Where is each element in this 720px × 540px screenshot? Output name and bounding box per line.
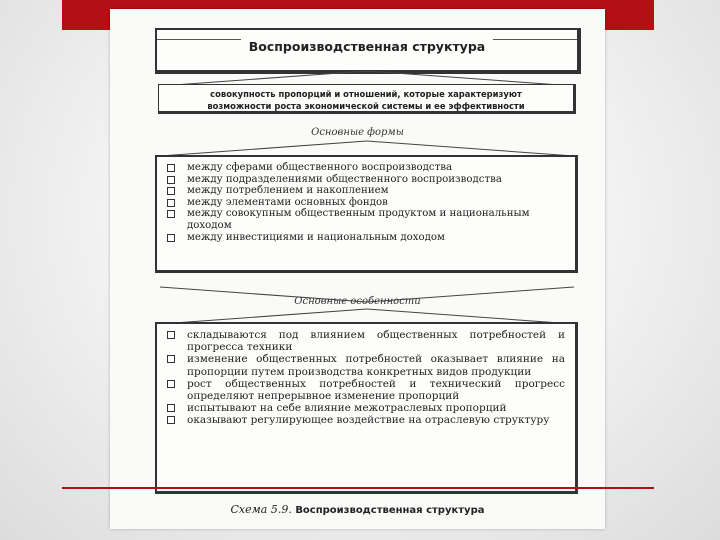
features-list: [187, 329, 565, 427]
forms-item: между подразделениями общественного воспроизводства: [187, 174, 565, 186]
title-box: [155, 28, 581, 74]
features-item: складываются под влиянием общественных потребностей и прогресса техники: [187, 329, 565, 354]
caption-title: Воспроизводственная структура: [295, 505, 485, 516]
forms-item: между инвестициями и национальным доходом: [187, 232, 565, 244]
forms-item: между элементами основных фондов: [187, 197, 565, 209]
diagram-title: Воспроизводственная структура: [241, 39, 493, 54]
figure-caption: [110, 503, 605, 516]
forms-item: между совокупным общественным продуктом и национальным доходом: [187, 208, 565, 231]
caption-number: Схема 5.9.: [230, 503, 292, 516]
forms-list-box: [155, 155, 578, 273]
definition-line-1: совокупность пропорций и отношений, которые характеризуют: [210, 89, 522, 99]
forms-item: между потреблением и накоплением: [187, 185, 565, 197]
forms-list: [187, 162, 565, 243]
forms-item: между сферами общественного воспроизводства: [187, 162, 565, 174]
features-item: рост общественных потребностей и технический прогресс определяют непрерывное изменение пропорций: [187, 377, 565, 403]
features-item: оказывают регулирующее воздействие на отраслевую структуру: [187, 414, 565, 426]
features-list-box: [155, 322, 578, 494]
features-label: Основные особенности: [294, 296, 421, 307]
definition-box: [158, 84, 576, 114]
forms-label: Основные формы: [311, 127, 404, 138]
features-item: испытывают на себе влияние межотраслевых пропорций: [187, 402, 565, 414]
features-item: изменение общественных потребностей оказывает влияние на пропорции путем производства конкретных видов продукции: [187, 353, 565, 378]
bottom-accent-rule: [62, 487, 654, 489]
scanned-page: [110, 9, 605, 529]
definition-line-2: возможности роста экономической системы и ее эффективности: [207, 101, 525, 111]
